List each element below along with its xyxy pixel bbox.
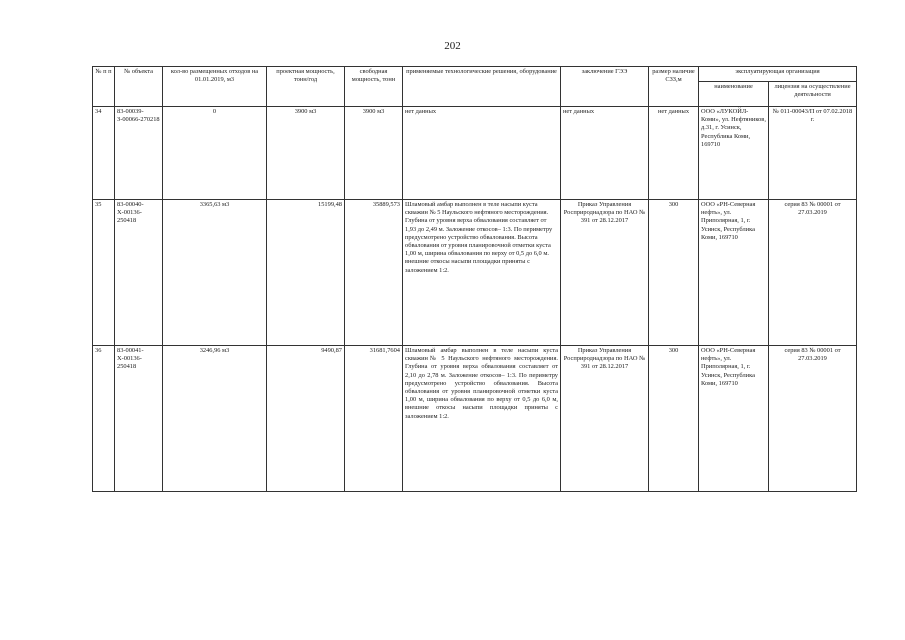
table-row <box>93 107 857 200</box>
cell-object: 83-00040-Х-00136-250418 <box>115 200 163 346</box>
cell-license: № 011-00043/П от 07.02.2018 г. <box>769 107 857 200</box>
cell-waste: 3365,63 м3 <box>163 200 267 346</box>
cell-num: 35 <box>93 200 115 346</box>
header-org-name: наименование <box>699 82 769 107</box>
cell-license: серия 83 № 00001 от 27.03.2019 <box>769 346 857 492</box>
cell-org-name: ООО «ЛУКОЙЛ-Коми», ул. Нефтяников, д.31, г. Усинск, Республика Коми, 169710 <box>699 107 769 200</box>
cell-org-name: ООО «РН-Северная нефть», ул. Приполярная, 1, г. Усинск, Республика Коми, 169710 <box>699 346 769 492</box>
cell-tech: Шламовый амбар выполнен в теле насыпи куста скважин№ 5 Наульского нефтяного месторождения. Глубина от уровня верха обвалования составляет от 2,10 до 2,78 м. Заложение откосов– 1:3. По периметру предусмотрено устройство обвалования. Высота обвалования от уровня планировочной отметки куста 1,00 м, ширина обвалования по верху от 0,5 до 6,0 м, внешние откосы насыпи площадки приняты с заложением 1:2. <box>403 346 561 492</box>
cell-szz: 300 <box>649 346 699 492</box>
header-waste: кол-во размещенных отходов на 01.01.2019, м3 <box>163 67 267 107</box>
cell-free: 35889,573 <box>345 200 403 346</box>
cell-waste: 0 <box>163 107 267 200</box>
table-row <box>93 200 857 346</box>
header-license: лицензия на осуществление деятельности <box>769 82 857 107</box>
cell-tech: нет данных <box>403 107 561 200</box>
cell-szz: нет данных <box>649 107 699 200</box>
cell-capacity: 15199,48 <box>267 200 345 346</box>
table-header-row <box>93 67 857 82</box>
header-capacity: проектная мощность, тонн/год <box>267 67 345 107</box>
cell-tech: Шламовый амбар выполнен в теле насыпи куста скважин № 5 Наульского нефтяного месторождения. Глубина от уровня верха обвалования составляет от 1,93 до 2,49 м. Заложение откосов– 1:3. По периметру предусмотрено устройство обвалования. Высота обвалования от уровня планировочной отметки куста 1,00 м, ширина обвалования по верху от 0,5 до 6,0 м. внешние откосы насыпи площадки приняты с заложением 1:2. <box>403 200 561 346</box>
cell-gee: нет данных <box>561 107 649 200</box>
cell-license: серия 83 № 00001 от 27.03.2019 <box>769 200 857 346</box>
cell-num: 36 <box>93 346 115 492</box>
table-row <box>93 346 857 492</box>
waste-facilities-table <box>92 66 857 492</box>
header-tech: применяемые технологические решения, оборудование <box>403 67 561 107</box>
cell-object: 83-00041-Х-00136-250418 <box>115 346 163 492</box>
header-szz: размер наличие СЗЗ,м <box>649 67 699 107</box>
cell-free: 31681,7604 <box>345 346 403 492</box>
header-gee: заключение ГЭЭ <box>561 67 649 107</box>
cell-capacity: 3900 м3 <box>267 107 345 200</box>
page-number: 202 <box>444 40 461 52</box>
cell-gee: Приказ Управления Росприроднадзора по НАО № 391 от 28.12.2017 <box>561 346 649 492</box>
cell-free: 3900 м3 <box>345 107 403 200</box>
header-object: № объекта <box>115 67 163 107</box>
header-num: № п п <box>93 67 115 107</box>
cell-capacity: 9490,87 <box>267 346 345 492</box>
cell-waste: 3246,96 м3 <box>163 346 267 492</box>
header-org: эксплуатирующая организация <box>699 67 857 82</box>
cell-gee: Приказ Управления Росприроднадзора по НАО № 391 от 28.12.2017 <box>561 200 649 346</box>
cell-num: 34 <box>93 107 115 200</box>
cell-object: 83-00039-З-00066-270218 <box>115 107 163 200</box>
cell-org-name: ООО «РН-Северная нефть», ул. Приполярная, 1, г. Усинск, Республика Коми, 169710 <box>699 200 769 346</box>
header-free: свободная мощность, тонн <box>345 67 403 107</box>
cell-szz: 300 <box>649 200 699 346</box>
